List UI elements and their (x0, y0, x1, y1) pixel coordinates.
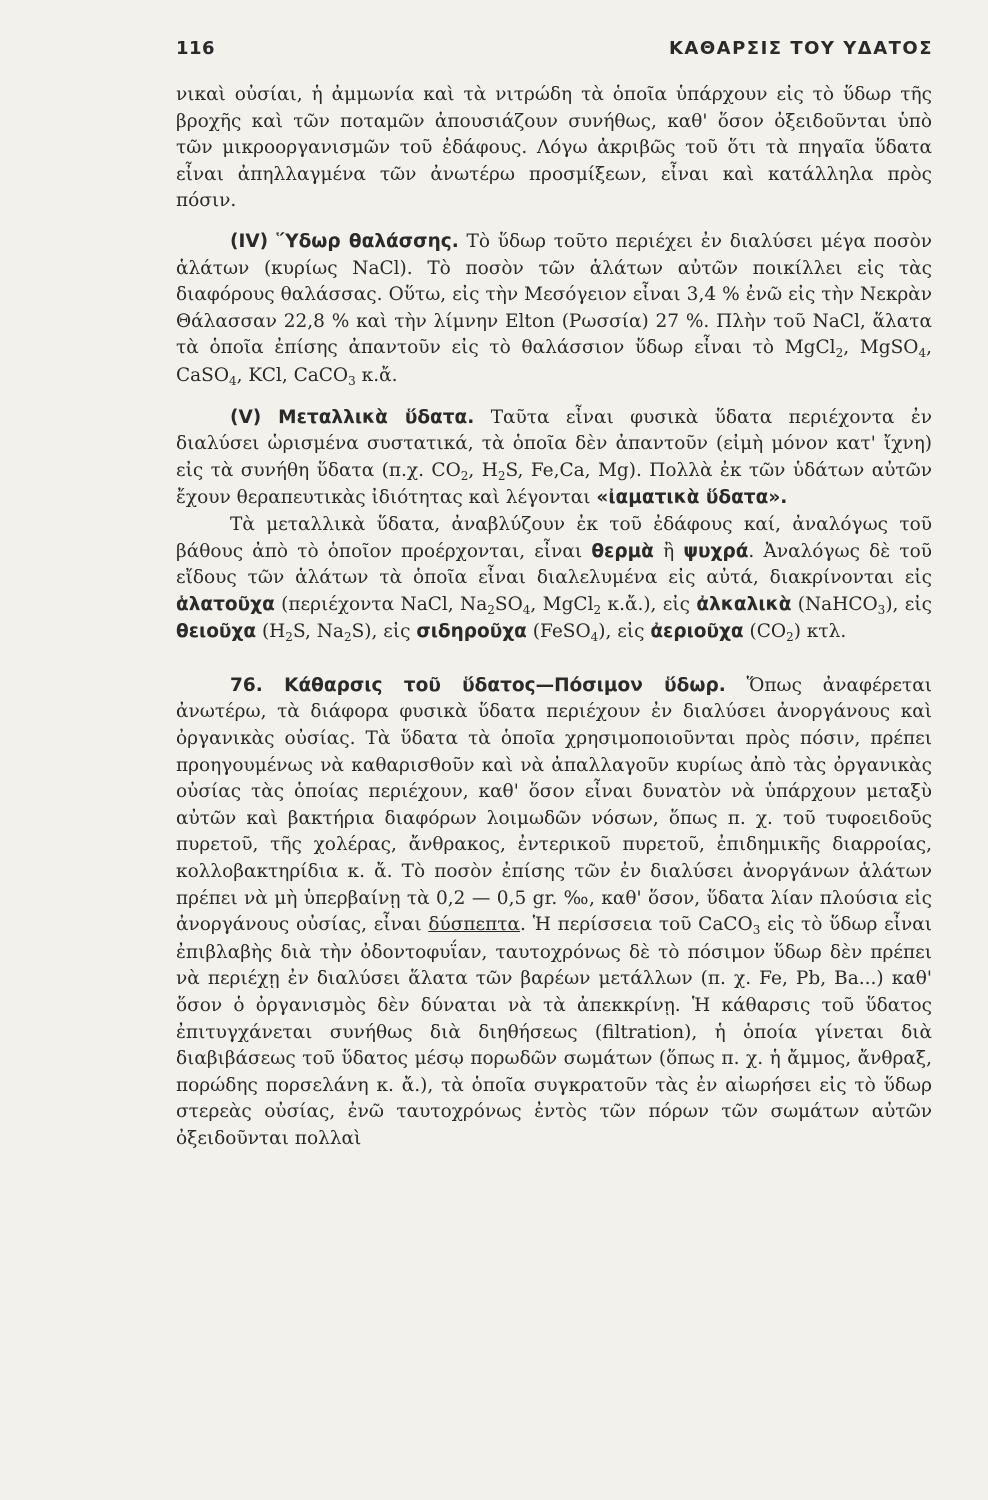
term-aerioucha: ἀεριοῦχα (650, 621, 744, 643)
section-heading-sea-water: (IV) Ὕδωρ θαλάσσης. (230, 230, 459, 252)
term-alatoucha: ἁλατοῦχα (176, 593, 275, 615)
section-heading-mineral-waters: (V) Μεταλλικὰ ὕδατα. (230, 406, 475, 428)
term-therma: θερμὰ (591, 540, 654, 562)
paragraph-spring-water-end: νικαὶ οὐσίαι, ἡ ἀμμωνία καὶ τὰ νιτρώδη τὰ ὁποῖα ὑπάρχουν εἰς τὸ ὕδωρ τῆς βροχῆς καὶ τῶν ποταμῶν ἀπουσιάζουν συνήθως, καθ' ὅσον ὀξειδοῦνται ὑπὸ τῶν μικροοργανισμῶν τοῦ ἐδάφους. Λόγω ἀκριβῶς τοῦ ὅτι τὰ πηγαῖα ὕδατα εἶναι ἀπηλλαγμένα τῶν ἀνωτέρω προσμίξεων, εἶναι καὶ κατάλληλα πρὸς πόσιν. (176, 84, 932, 212)
term-sidhiroucha: σιδηροῦχα (416, 621, 527, 643)
term-theioucha: θειοῦχα (176, 621, 257, 643)
term-dyspepta: δύσπεπτα (428, 914, 520, 936)
term-alkalika: ἀλκαλικὰ (696, 593, 792, 615)
section-heading-purification: 76. Κάθαρσις τοῦ ὕδατος—Πόσιμον ὕδωρ. (230, 674, 726, 696)
page-body (176, 82, 932, 1153)
paragraph-mineral-waters: (V) Μεταλλικὰ ὕδατα. Ταῦτα εἶναι φυσικὰ ὕδατα περιέχοντα ἐν διαλύσει ὡρισμένα συστατικά, τὰ ὁποῖα δὲν ἀπαντοῦν (εἰμὴ μόνον κατ' ἴχνη) εἰς τὰ συνήθη ὕδατα (π.χ. $CO_2$, $H_2S$, Fe,Ca, Mg). Πολλὰ ἐκ τῶν ὑδάτων αὐτῶν ἔχουν θεραπευτικὰς ἰδιότητας καὶ λέγονται «ἰαματικὰ ὕδατα». (176, 406, 933, 509)
paragraph-water-purification: 76. Κάθαρσις τοῦ ὕδατος—Πόσιμον ὕδωρ. Ὅπως ἀναφέρεται ἀνωτέρω, τὰ διάφορα φυσικὰ ὕδατα περιέχουν ἐν διαλύσει ἀνοργάνους καὶ ὀργανικὰς οὐσίας. Τὰ ὕδατα τὰ ὁποῖα χρησιμοποιοῦνται πρὸς πόσιν, πρέπει προηγουμένως νὰ καθαρισθοῦν καὶ νὰ ἀπαλλαγοῦν κυρίως ἀπὸ τὰς ὀργανικὰς οὐσίας τὰς ὁποίας περιέχουν, καθ' ὅσον εἶναι δυνατὸν νὰ ὑπάρχουν μεταξὺ αὐτῶν καὶ βακτήρια διαφόρων λοιμωδῶν νόσων, ὅπως π. χ. τοῦ τυφοειδοῦς πυρετοῦ, τῆς χολέρας, ἄνθρακος, ἐντερικοῦ πυρετοῦ, ἐπιδημικῆς διαρροίας, κολλοβακτηρίδια κ. ἄ. Τὸ ποσὸν ἐπίσης τῶν ἐν διαλύσει ἀνοργάνων ἁλάτων πρέπει νὰ μὴ ὑπερβαίνῃ τὰ 0,2 — 0,5 gr. ‰, καθ' ὅσον, ὕδατα λίαν πλούσια εἰς ἀνοργάνους οὐσίας, εἶναι δύσπεπτα. Ἡ περίσσεια τοῦ CaCO$_3$ εἰς τὸ ὕδωρ εἶναι ἐπιβλαβὴς διὰ τὴν ὀδοντοφυΐαν, ταυτοχρόνως δὲ τὸ πόσιμον ὕδωρ δὲν πρέπει νὰ περιέχῃ ἐν διαλύσει ἅλατα τῶν βαρέων μετάλλων (π. χ. Fe, Pb, Ba...) καθ' ὅσον ὁ ὀργανισμὸς δὲν δύναται νὰ τὰ ἀπεκκρίνῃ. Ἡ κάθαρσις τοῦ ὕδατος ἐπιτυγχάνεται συνήθως διὰ διηθήσεως (filtration), ἡ ὁποία γίνεται διὰ διαβιβάσεως τοῦ ὕδατος μέσῳ πορωδῶν σωμάτων (ὅπως π. χ. ἡ ἄμμος, ἄνθραξ, πορώδης πορσελάνη κ. ἄ.), τὰ ὁποῖα συγκρατοῦν τὰς ἐν αἰωρήσει εἰς τὸ ὕδωρ στερεὰς οὐσίας, ἐνῶ ταυτοχρόνως ἐντὸς τῶν πόρων τῶν σωμάτων αὐτῶν ὀξειδοῦνται πολλαὶ (176, 674, 932, 1149)
paragraph-sea-water: (IV) Ὕδωρ θαλάσσης. Τὸ ὕδωρ τοῦτο περιέχει ἐν διαλύσει μέγα ποσὸν ἁλάτων (κυρίως NaCl). Τὸ ποσὸν τῶν ἁλάτων αὐτῶν ποικίλλει εἰς τὰς διαφόρους θαλάσσας. Οὕτω, εἰς τὴν Μεσόγειον εἶναι 3,4 % ἐνῶ εἰς τὴν Νεκρὰν Θάλασσαν 22,8 % καὶ τὴν λίμνην Elton (Ρωσσία) 27 %. Πλὴν τοῦ NaCl, ἅλατα τὰ ὁποῖα ἐπίσης ἀπαντοῦν εἰς τὸ θαλάσσιον ὕδωρ εἶναι τὸ MgCl$_2$, MgSO$_4$, CaSO$_4$, KCl, CaCO$_3$ κ.ἄ. (176, 230, 933, 388)
running-title: ΚΑΘΑΡΣΙΣ ΤΟΥ ΥΔΑΤΟΣ (668, 38, 933, 59)
page-number: 116 (176, 38, 216, 59)
term-psychra: ψυχρά (683, 540, 749, 562)
paragraph-mineral-classification: Τὰ μεταλλικὰ ὕδατα, ἀναβλύζουν ἐκ τοῦ ἐδάφους καί, ἀναλόγως τοῦ βάθους ἀπὸ τὸ ὁποῖον προέρχονται, εἶναι θερμὰ ἢ ψυχρά. Ἀναλόγως δὲ τοῦ εἴδους τῶν ἁλάτων τὰ ὁποῖα εἶναι διαλελυμένα εἰς αὐτά, διακρίνονται εἰς ἁλατοῦχα (περιέχοντα NaCl, $Na_2SO_4$, MgCl$_2$ κ.ἄ.), εἰς ἀλκαλικὰ (NaHCO$_3$), εἰς θειοῦχα ($H_2S$, $Na_2S$), εἰς σιδηροῦχα (FeSO$_4$), εἰς ἀεριοῦχα $(CO_2)$ κτλ. (176, 513, 932, 645)
page-header (176, 38, 933, 62)
term-iamatika: «ἰαματικὰ ὕδατα». (596, 487, 788, 509)
